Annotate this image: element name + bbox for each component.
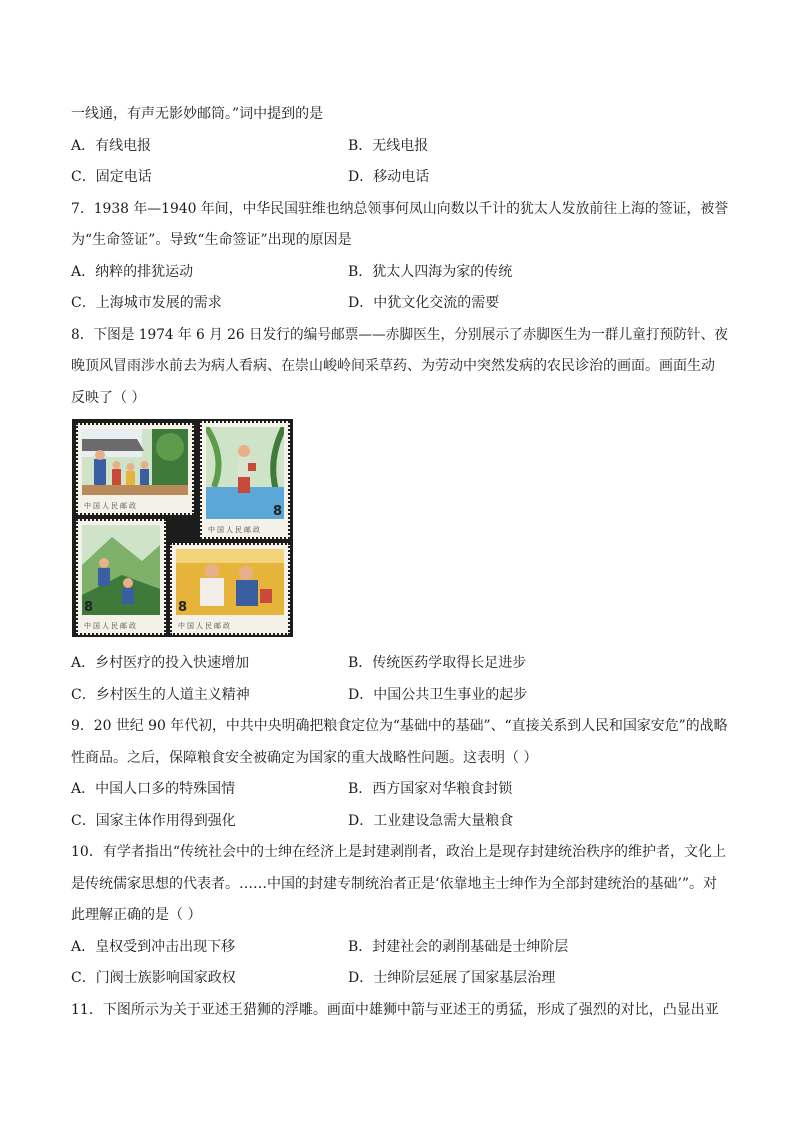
stamp-caption: 中国人民邮政	[178, 622, 232, 630]
q8-option-d: D．中国公共卫生事业的起步	[348, 687, 528, 703]
q7-option-d: D．中犹文化交流的需要	[348, 295, 500, 311]
stamp-wading-denomination: 8	[272, 504, 282, 519]
q6-stem-tail: 一线通，有声无影妙邮筒。”词中提到的是	[71, 106, 324, 122]
barefoot-doctor-stamps-image	[72, 419, 293, 637]
q8-option-a: A．乡村医疗的投入快速增加	[71, 655, 250, 671]
q9-option-b: B．西方国家对华粮食封锁	[348, 781, 513, 797]
q9-option-d: D．工业建设急需大量粮食	[348, 813, 514, 829]
stamp-treating-denomination: 8	[178, 600, 188, 615]
q10-option-b: B．封建社会的剥削基础是士绅阶层	[348, 939, 569, 955]
q10-stem-line-3: 此理解正确的是（ ）	[71, 907, 202, 923]
q6-option-a: A．有线电报	[71, 138, 152, 154]
stamp-caption: 中国人民邮政	[84, 622, 138, 630]
q7-stem-line-1: 7．1938 年—1940 年间，中华民国驻维也纳总领事何凤山向数以千计的犹太人发放前往上海的签证，被誉	[71, 201, 729, 217]
stamp-treating-farmer	[170, 543, 290, 635]
stamp-herbs	[76, 519, 166, 635]
stamp-wading	[200, 421, 290, 539]
q9-option-a: A．中国人口多的特殊国情	[71, 781, 236, 797]
stamp-caption: 中国人民邮政	[84, 502, 138, 510]
q10-option-a: A．皇权受到冲击出现下移	[71, 939, 236, 955]
stamp-caption: 中国人民邮政	[208, 526, 262, 534]
q6-option-c: C．固定电话	[71, 169, 152, 185]
q10-stem-line-2: 是传统儒家思想的代表者。……中国的封建专制统治者正是‘依靠地主士绅作为全部封建统治的基础’”。对	[71, 876, 718, 892]
q9-stem-line-1: 9．20 世纪 90 年代初，中共中央明确把粮食定位为“基础中的基础”、“直接关系到人民和国家安危”的战略	[71, 718, 728, 734]
stamp-herbs-illustration	[82, 525, 160, 615]
q7-stem-line-2: 为“生命签证”。导致“生命签证”出现的原因是	[71, 232, 352, 248]
stamp-vaccination-illustration	[82, 429, 188, 495]
stamp-herbs-denomination: 8	[84, 600, 94, 615]
q6-option-d: D．移动电话	[348, 169, 430, 185]
q8-option-b: B．传统医药学取得长足进步	[348, 655, 527, 671]
q7-option-b: B．犹太人四海为家的传统	[348, 264, 513, 280]
q7-option-c: C．上海城市发展的需求	[71, 295, 222, 311]
q8-stem-line-3: 反映了（ ）	[71, 390, 146, 406]
q8-stem-line-2: 晚顶风冒雨涉水前去为病人看病、在崇山峻岭间采草药、为劳动中突然发病的农民诊治的画面。画面生动	[71, 358, 715, 374]
q11-stem-line-1: 11．下图所示为关于亚述王猎狮的浮雕。画面中雄狮中箭与亚述王的勇猛，形成了强烈的对比，凸显出亚	[71, 1002, 719, 1018]
q10-option-d: D．士绅阶层延展了国家基层治理	[348, 970, 556, 986]
q9-stem-line-2: 性商品。之后，保障粮食安全被确定为国家的重大战略性问题。这表明（ ）	[71, 750, 538, 766]
q10-stem-line-1: 10．有学者指出“传统社会中的士绅在经济上是封建剥削者，政治上是现存封建统治秩序的维护者，文化上	[71, 844, 726, 860]
q9-option-c: C．国家主体作用得到强化	[71, 813, 236, 829]
stamp-vaccination	[76, 423, 194, 515]
q6-option-b: B．无线电报	[348, 138, 429, 154]
q8-option-c: C．乡村医生的人道主义精神	[71, 687, 250, 703]
stamp-treating-farmer-illustration	[176, 549, 284, 615]
q7-option-a: A．纳粹的排犹运动	[71, 264, 194, 280]
q10-option-c: C．门阀士族影响国家政权	[71, 970, 236, 986]
q8-stem-line-1: 8．下图是 1974 年 6 月 26 日发行的编号邮票——赤脚医生，分别展示了赤脚医生为一群儿童打预防针、夜	[71, 327, 728, 343]
